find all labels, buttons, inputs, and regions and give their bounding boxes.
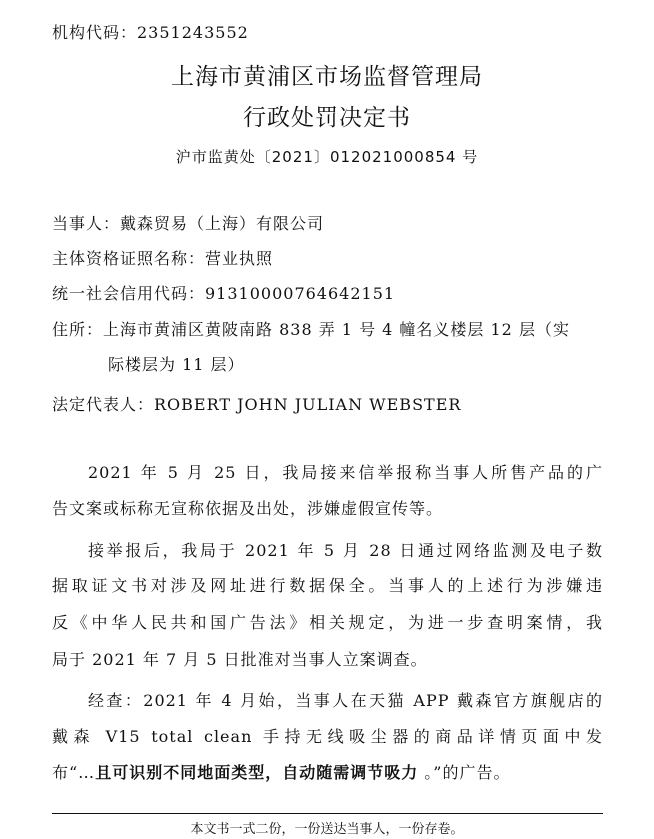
document-title-type: 行政处罚决定书 [243, 105, 411, 131]
quoted-ad-claim: 且可识别不同地面类型，自动随需调节吸力 [95, 763, 419, 782]
party-name: 当事人：戴森贸易（上海）有限公司 [52, 214, 325, 233]
quote-suffix: 。”的广告。 [418, 763, 511, 782]
footer-note: 本文书一式二份，一份送达当事人，一份存卷。 [190, 822, 464, 837]
paragraph-2-line: 反《中华人民共和国广告法》相关规定，为进一步查明案情，我 [52, 613, 603, 632]
paragraph-2-line: 据取证文书对涉及网址进行数据保全。当事人的上述行为涉嫌违 [52, 576, 603, 595]
org-code: 机构代码：2351243552 [52, 23, 249, 42]
paragraph-3-line: 经查：2021 年 4 月始，当事人在天猫 APP 戴森官方旗舰店的 [88, 691, 603, 710]
paragraph-2-line: 局于 2021 年 7 月 5 日批准对当事人立案调查。 [52, 650, 428, 669]
address-line-1: 住所：上海市黄浦区黄陂南路 838 弄 1 号 4 幢名义楼层 12 层（实 [52, 320, 570, 339]
credit-code: 统一社会信用代码：91310000764642151 [52, 284, 396, 303]
paragraph-2-line: 接举报后，我局于 2021 年 5 月 28 日通过网络监测及电子数 [88, 541, 603, 560]
footer-divider [52, 813, 603, 814]
quote-prefix: 布“… [52, 763, 96, 782]
address-line-2: 际楼层为 11 层） [108, 355, 245, 374]
paragraph-1-line: 2021 年 5 月 25 日，我局接来信举报称当事人所售产品的广 [88, 463, 603, 482]
paragraph-1-line: 告文案或标称无宣称依据及出处，涉嫌虚假宣传等。 [52, 499, 444, 518]
license-type: 主体资格证照名称：营业执照 [52, 249, 274, 268]
document-title-authority: 上海市黄浦区市场监督管理局 [171, 64, 483, 90]
paragraph-3-line: 戴森 V15 total clean 手持无线吸尘器的商品详情页面中发 [52, 727, 603, 746]
document-number: 沪市监黄处〔2021〕012021000854 号 [175, 148, 479, 166]
paragraph-3-line [52, 760, 603, 783]
legal-representative: 法定代表人：ROBERT JOHN JULIAN WEBSTER [52, 395, 462, 414]
